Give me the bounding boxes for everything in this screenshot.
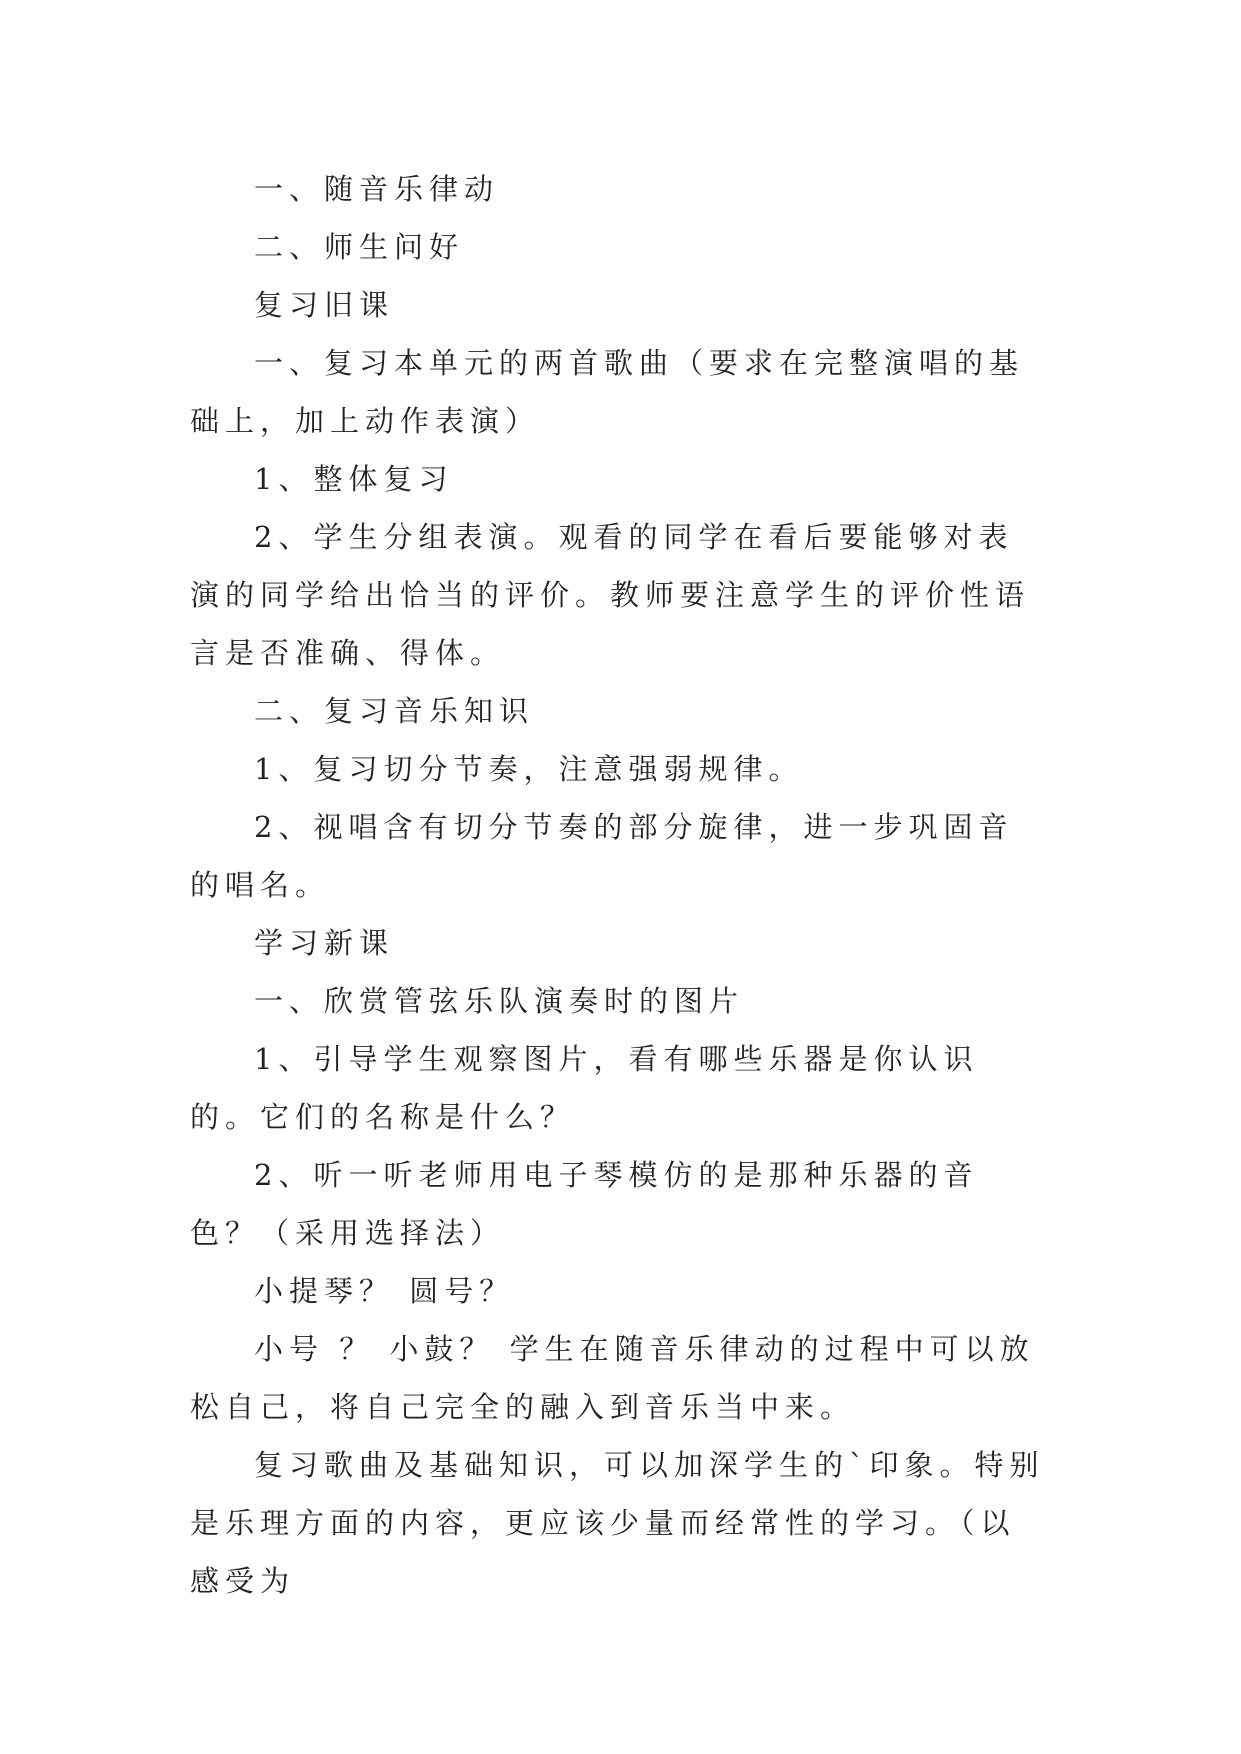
document-body [190,160,1048,1610]
paragraph: 一、随音乐律动 [254,172,500,206]
paragraph: 2、视唱含有切分节奏的部分旋律，进一步巩固音的唱名。 [190,810,1014,902]
paragraph: 复习歌曲及基础知识，可以加深学生的`印象。特别是乐理方面的内容，更应该少量而经常性的学习。（以感受为 [190,1448,1045,1598]
paragraph: 2、学生分组表演。观看的同学在看后要能够对表演的同学给出恰当的评价。教师要注意学生的评价性语言是否准确、得体。 [190,520,1031,670]
paragraph: 一、复习本单元的两首歌曲（要求在完整演唱的基础上，加上动作表演） [190,346,1025,438]
paragraph: 二、复习音乐知识 [254,694,535,728]
paragraph: 复习旧课 [254,288,395,322]
paragraph: 2、听一听老师用电子琴模仿的是那种乐器的音色？（采用选择法） [190,1158,979,1250]
paragraph: 1、整体复习 [254,462,454,496]
paragraph: 1、复习切分节奏，注意强弱规律。 [254,752,804,786]
paragraph: 小号 ？ 小鼓？ 学生在随音乐律动的过程中可以放松自己，将自己完全的融入到音乐当中来。 [190,1332,1035,1424]
paragraph: 1、引导学生观察图片，看有哪些乐器是你认识的。它们的名称是什么？ [190,1042,979,1134]
paragraph: 一、欣赏管弦乐队演奏时的图片 [254,984,745,1018]
paragraph: 二、师生问好 [254,230,465,264]
paragraph: 学习新课 [254,926,395,960]
paragraph: 小提琴？ 圆号？ [254,1274,515,1308]
